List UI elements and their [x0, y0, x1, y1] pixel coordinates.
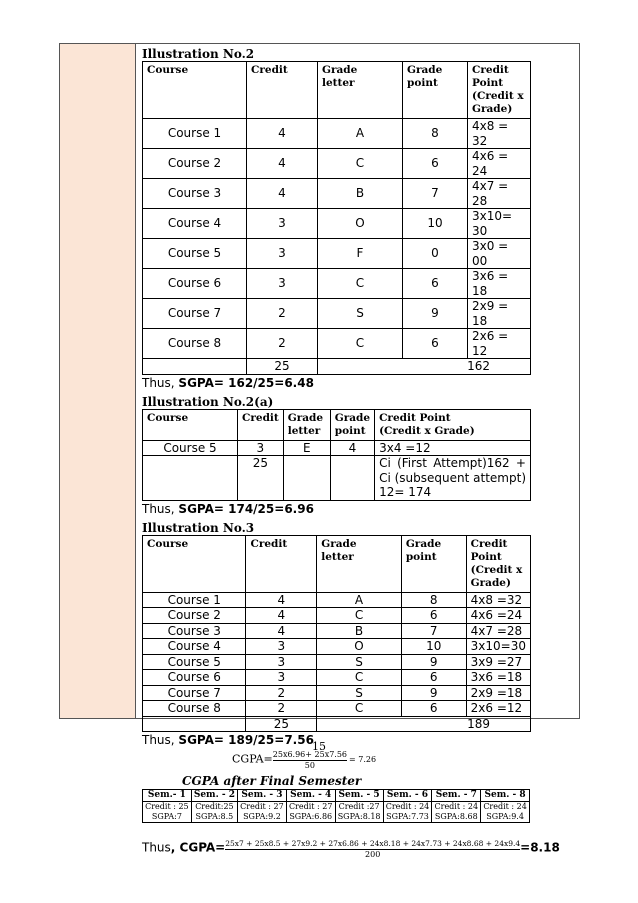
semester-table	[142, 789, 530, 823]
table-row	[143, 239, 531, 269]
cgpa-numerator: 25x6.96+ 25x7.56	[272, 750, 348, 759]
cgpa-label: , CGPA=	[170, 840, 226, 855]
table-row	[143, 608, 531, 624]
header-text: Grade	[321, 537, 357, 550]
cell-grade-point: 8	[401, 592, 466, 608]
table-row	[143, 329, 531, 359]
header-text: Credit	[251, 64, 288, 76]
header-text: point	[334, 424, 366, 437]
cell-credit-point: 3x4 =12	[375, 440, 531, 456]
semester-credit: Credit :27	[338, 802, 380, 811]
cell-grade-letter: A	[317, 592, 402, 608]
table-row	[143, 701, 531, 717]
table-row	[143, 685, 531, 701]
cell-grade-letter: A	[318, 119, 403, 149]
cell-course: Course 3	[143, 623, 246, 639]
header-text: (Credit x Grade)	[379, 424, 475, 437]
cell-total-points: 162	[318, 359, 531, 375]
cell-total-credit: 25	[247, 359, 318, 375]
table-header-row	[143, 62, 531, 119]
thus-label: Thus	[142, 840, 171, 855]
cell-credit-point: 3x10= 30	[468, 209, 531, 239]
sidebar-strip	[60, 44, 136, 718]
cell-grade-point: 9	[403, 299, 468, 329]
table-row	[143, 639, 531, 655]
thus-label: Thus,	[142, 375, 179, 390]
header-cell	[238, 409, 284, 440]
cell-grade-letter: F	[318, 239, 403, 269]
sgpa-value: SGPA= 162/25=6.48	[178, 375, 314, 390]
header-cell	[375, 409, 531, 440]
cell-course: Course 2	[143, 608, 246, 624]
cell-grade-letter: S	[317, 685, 402, 701]
semester-sgpa: SGPA:7.73	[386, 812, 429, 821]
cell-grade-letter: O	[318, 209, 403, 239]
semester-name: Sem. - 4	[286, 790, 335, 802]
semester-credit: Credit : 24	[434, 802, 479, 811]
table-header-row	[143, 409, 531, 440]
semester-sgpa: SGPA:8.18	[337, 812, 381, 821]
cell-empty	[330, 456, 374, 501]
cell-grade-letter: C	[317, 608, 402, 624]
semester-name: Sem. - 8	[481, 790, 530, 802]
cell-grade-point: 10	[403, 209, 468, 239]
semester-credit: Credit : 27	[288, 802, 333, 811]
semester-credit: Credit : 27	[240, 802, 284, 811]
final-cgpa-fraction	[225, 835, 520, 860]
cell-grade-letter: O	[317, 639, 402, 655]
cell-grade-letter: C	[318, 269, 403, 299]
cell-grade-point: 9	[401, 654, 466, 670]
semester-credit: Credit : 25	[145, 802, 189, 811]
cell-ci-text: Ci (First Attempt)162 + Ci (subsequent attempt) 12= 174	[375, 456, 531, 501]
cell-credit-point: 3x6 = 18	[468, 269, 531, 299]
cell-empty	[143, 456, 238, 501]
cell-grade-point: 8	[403, 119, 468, 149]
header-text: Grade	[407, 64, 443, 76]
header-cell	[283, 409, 330, 440]
semester-sgpa: SGPA:9.4	[486, 812, 524, 821]
cell-credit: 4	[247, 119, 318, 149]
cell-credit: 4	[247, 149, 318, 179]
thus-label: Thus,	[142, 733, 179, 747]
semester-cell	[335, 802, 383, 823]
cell-grade-letter: C	[318, 329, 403, 359]
semester-name: Sem. - 2	[191, 790, 237, 802]
cell-credit-point: 2x6 =12	[466, 701, 530, 717]
header-cell	[330, 409, 374, 440]
table-row	[143, 592, 531, 608]
header-text: (Credit x Grade)	[472, 90, 524, 115]
cell-course: Course 4	[143, 639, 246, 655]
final-title: CGPA after Final Semester	[182, 774, 362, 788]
header-text: Course	[147, 537, 189, 550]
cell-credit-point: 3x9 =27	[466, 654, 530, 670]
cell-credit-point: 4x7 =28	[466, 623, 530, 639]
cell-credit-point: 4x6 = 24	[468, 149, 531, 179]
cell-grade-point: 6	[401, 670, 466, 686]
table-row	[143, 299, 531, 329]
illus3-title: Illustration No.3	[142, 520, 255, 535]
semester-name: Sem. - 5	[335, 790, 383, 802]
table-header-row	[143, 535, 531, 592]
cell-credit: 3	[246, 670, 317, 686]
illus2a-title: Illustration No.2(a)	[142, 394, 274, 409]
cell-grade-letter: C	[317, 701, 402, 717]
table-row	[143, 654, 531, 670]
header-cell	[143, 62, 247, 119]
cell-empty	[143, 716, 246, 732]
semester-credit: Credit : 24	[385, 802, 430, 811]
semester-cell	[191, 802, 237, 823]
semester-name: Sem.- 1	[143, 790, 192, 802]
table-row-total	[143, 456, 531, 501]
header-cell	[143, 409, 238, 440]
cell-credit-point: 2x9 =18	[466, 685, 530, 701]
semester-sgpa: SGPA:8.5	[195, 812, 234, 821]
semester-sgpa: SGPA:8.68	[434, 812, 478, 821]
header-text: letter	[322, 77, 355, 89]
cell-course: Course 1	[143, 592, 246, 608]
cell-empty	[143, 359, 247, 375]
cell-grade-letter: B	[317, 623, 402, 639]
cell-total-credit: 25	[246, 716, 317, 732]
cell-credit: 3	[247, 209, 318, 239]
header-text: letter	[287, 424, 321, 437]
header-cell	[468, 62, 531, 119]
cell-grade-letter: S	[317, 654, 402, 670]
final-cgpa-result: =8.18	[520, 840, 560, 855]
header-cell	[143, 535, 246, 592]
semester-cell	[432, 802, 481, 823]
cell-grade-letter: E	[283, 440, 330, 456]
thus-label: Thus,	[142, 501, 179, 516]
header-cell	[318, 62, 403, 119]
cell-credit: 3	[238, 440, 284, 456]
semester-header-row	[143, 790, 530, 802]
cell-course: Course 7	[143, 685, 246, 701]
cell-grade-point: 10	[401, 639, 466, 655]
header-cell	[247, 62, 318, 119]
illus2-sgpa	[142, 375, 573, 391]
cell-credit: 3	[247, 239, 318, 269]
illus2-table	[142, 61, 531, 375]
semester-cell	[481, 802, 530, 823]
semester-sgpa: SGPA:6.86	[289, 812, 333, 821]
header-text: point	[407, 77, 438, 89]
semester-cell	[238, 802, 287, 823]
header-cell	[403, 62, 468, 119]
cell-course: Course 1	[143, 119, 247, 149]
cell-grade-point: 6	[401, 701, 466, 717]
cell-credit-point: 4x8 =32	[466, 592, 530, 608]
cell-course: Course 2	[143, 149, 247, 179]
cell-credit: 3	[247, 269, 318, 299]
cell-course: Course 8	[143, 701, 246, 717]
cell-credit-point: 4x8 = 32	[468, 119, 531, 149]
semester-cell	[286, 802, 335, 823]
semester-name: Sem. - 6	[383, 790, 432, 802]
cell-credit-point: 3x6 =18	[466, 670, 530, 686]
cell-credit: 4	[246, 608, 317, 624]
semester-sgpa: SGPA:9.2	[243, 812, 281, 821]
header-text: Course	[147, 411, 189, 424]
table-row-total	[143, 716, 531, 732]
cgpa-denominator: 50	[304, 761, 315, 770]
table-row	[143, 119, 531, 149]
cell-grade-point: 6	[403, 149, 468, 179]
cell-course: Course 3	[143, 179, 247, 209]
semester-sgpa: SGPA:7	[151, 812, 182, 821]
cell-credit: 2	[247, 299, 318, 329]
cell-grade-point: 7	[403, 179, 468, 209]
cell-grade-point: 0	[403, 239, 468, 269]
illus2a-table	[142, 409, 531, 501]
cell-credit: 4	[246, 623, 317, 639]
header-text: Credit Point	[470, 537, 508, 563]
illus2-title: Illustration No.2	[142, 47, 255, 61]
final-cgpa	[142, 835, 573, 860]
illus2a-sgpa	[142, 501, 573, 517]
cell-credit-point: 3x0 = 00	[468, 239, 531, 269]
cell-total-credit: 25	[238, 456, 284, 501]
cell-credit: 4	[246, 592, 317, 608]
cell-credit-point: 3x10=30	[466, 639, 530, 655]
cell-credit-point: 2x6 = 12	[468, 329, 531, 359]
cell-credit-point: 4x6 =24	[466, 608, 530, 624]
content-area	[142, 44, 573, 860]
table-row	[143, 269, 531, 299]
sgpa-value: SGPA= 189/25=7.56	[178, 733, 314, 747]
table-row	[143, 179, 531, 209]
cell-course: Course 5	[143, 239, 247, 269]
cell-course: Course 6	[143, 670, 246, 686]
cell-empty	[283, 456, 330, 501]
table-row	[143, 670, 531, 686]
header-cell	[401, 535, 466, 592]
cell-course: Course 4	[143, 209, 247, 239]
cgpa-result: = 7.26	[349, 754, 377, 764]
cell-credit-point: 4x7 = 28	[468, 179, 531, 209]
cell-grade-point: 7	[401, 623, 466, 639]
cell-grade-letter: C	[318, 149, 403, 179]
semester-cell	[383, 802, 432, 823]
header-text: Grade	[405, 537, 442, 550]
cell-credit-point: 2x9 = 18	[468, 299, 531, 329]
semester-name: Sem. - 7	[432, 790, 481, 802]
cgpa-label: CGPA=	[232, 752, 273, 766]
cell-credit: 2	[246, 701, 317, 717]
final-cgpa-denominator: 200	[365, 850, 381, 859]
sgpa-value: SGPA= 174/25=6.96	[178, 501, 314, 516]
semester-credit: Credit : 24	[483, 802, 527, 811]
header-text: Credit	[242, 411, 279, 424]
page-number: 15	[312, 740, 326, 753]
semester-name: Sem. - 3	[238, 790, 287, 802]
cell-course: Course 6	[143, 269, 247, 299]
table-row	[143, 149, 531, 179]
header-text: Grade	[322, 64, 358, 76]
cell-grade-point: 4	[330, 440, 374, 456]
cell-grade-point: 6	[401, 608, 466, 624]
header-cell	[246, 535, 317, 592]
cell-grade-letter: S	[318, 299, 403, 329]
table-row-total	[143, 359, 531, 375]
header-text: point	[405, 550, 437, 563]
header-text: Grade	[334, 411, 371, 424]
cell-grade-letter: C	[317, 670, 402, 686]
semester-cell	[143, 802, 192, 823]
table-row	[143, 440, 531, 456]
cell-grade-point: 6	[403, 329, 468, 359]
cell-grade-point: 9	[401, 685, 466, 701]
header-text: Credit Point	[379, 411, 451, 424]
illus3-table	[142, 535, 531, 733]
cell-course: Course 8	[143, 329, 247, 359]
header-text: Credit	[250, 537, 288, 550]
header-text: (Credit x Grade)	[470, 563, 523, 589]
cell-credit: 2	[246, 685, 317, 701]
cell-credit: 3	[246, 654, 317, 670]
cell-course: Course 5	[143, 440, 238, 456]
cell-credit: 2	[247, 329, 318, 359]
table-row	[143, 209, 531, 239]
header-text: Grade	[287, 411, 324, 424]
cell-credit: 4	[247, 179, 318, 209]
final-cgpa-numerator: 25x7 + 25x8.5 + 27x9.2 + 27x6.86 + 24x8.18 + 24x7.73 + 24x8.68 + 24x9.4	[225, 839, 521, 848]
header-text: Course	[147, 64, 189, 76]
header-cell	[317, 535, 402, 592]
table-row	[143, 623, 531, 639]
cell-total-points: 189	[317, 716, 531, 732]
semester-credit-row	[143, 802, 530, 823]
semester-credit: Credit:25	[195, 802, 234, 811]
cell-course: Course 5	[143, 654, 246, 670]
cell-grade-point: 6	[403, 269, 468, 299]
cell-credit: 3	[246, 639, 317, 655]
header-text: Credit Point	[472, 64, 509, 89]
header-text: letter	[321, 550, 354, 563]
header-cell	[466, 535, 530, 592]
cell-course: Course 7	[143, 299, 247, 329]
cell-grade-letter: B	[318, 179, 403, 209]
